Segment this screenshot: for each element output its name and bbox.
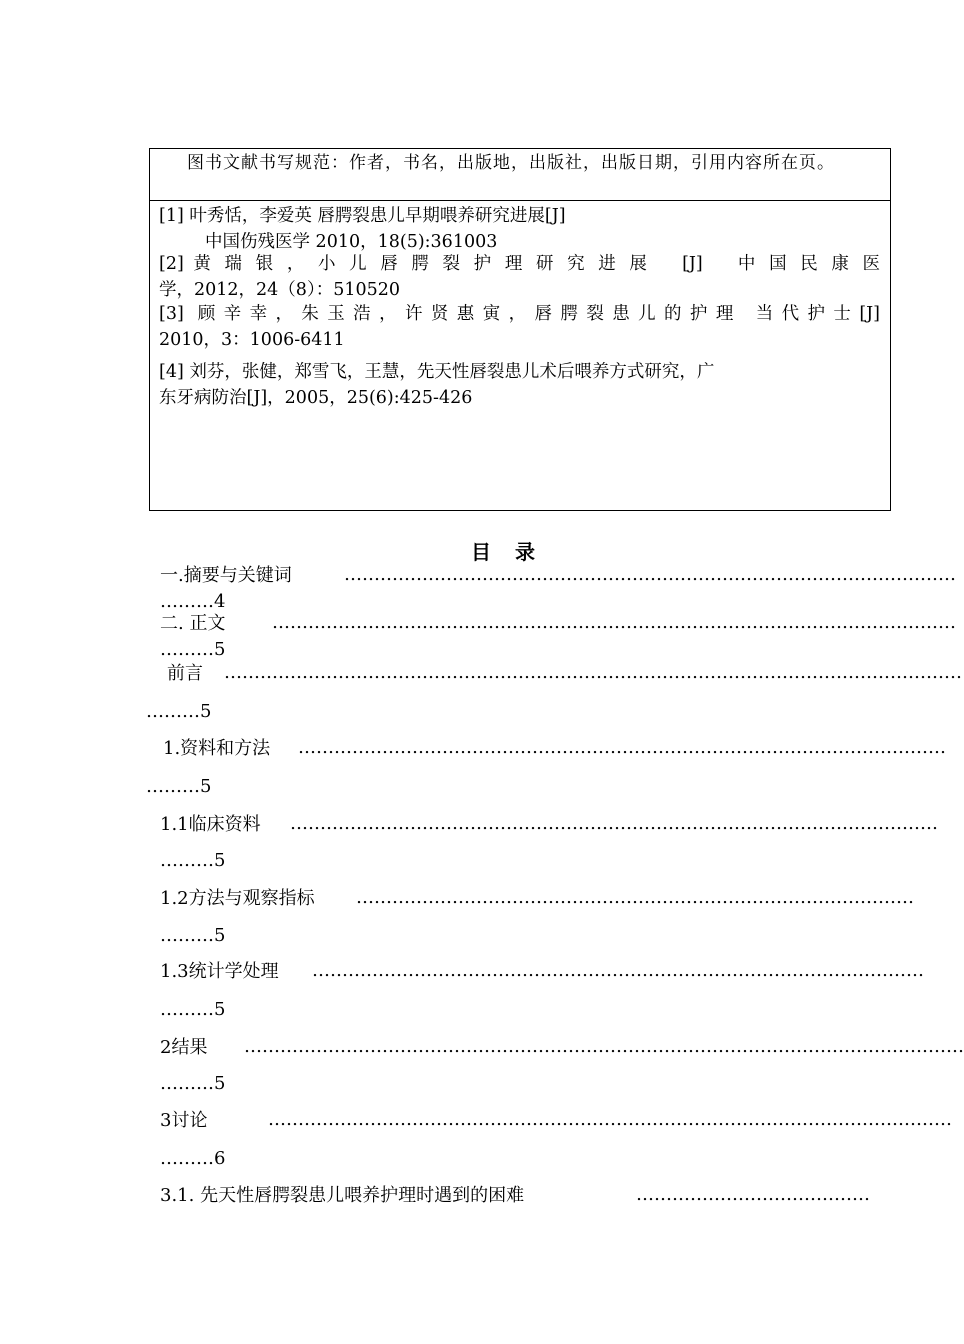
reference-item-2 xyxy=(159,251,880,303)
reference-item-4 xyxy=(159,359,880,411)
reference-item-3 xyxy=(159,301,880,353)
toc-entry-label[interactable]: 3讨论 xyxy=(160,1110,208,1131)
reference-line: 学，2012，24（8）：510520 xyxy=(159,280,400,300)
reference-line: [1] 叶秀恬，李爱英 唇腭裂患儿早期喂养研究进展[J] xyxy=(159,206,566,226)
toc-entry-page: ………5 xyxy=(160,925,226,946)
reference-box xyxy=(149,148,891,511)
toc-entry-page: ………5 xyxy=(160,850,226,871)
toc-entry-page: ………4 xyxy=(160,591,226,612)
toc-entry-page: ………5 xyxy=(146,776,212,797)
toc-entry-label[interactable]: 1.资料和方法 xyxy=(163,738,271,759)
reference-item-1 xyxy=(159,203,880,255)
toc-entry-page: ………5 xyxy=(160,1073,226,1094)
toc-leader-dots: ………………………………… xyxy=(636,1184,870,1205)
toc-leader-dots: ………………………………………………………………………………… xyxy=(356,887,914,908)
toc-title: 目 录 xyxy=(471,540,537,564)
toc-leader-dots: …………………………………………………………………………………………………… xyxy=(268,1109,952,1130)
toc-entry-page: ………5 xyxy=(146,701,212,722)
reference-line: 2010，3：1006-6411 xyxy=(159,330,345,350)
toc-entry-label[interactable]: 二. 正文 xyxy=(160,613,226,634)
toc-entry-label[interactable]: 3.1. 先天性唇腭裂患儿喂养护理时遇到的困难 xyxy=(160,1185,525,1206)
toc-entry-label[interactable]: 前言 xyxy=(167,663,203,684)
reference-line: [4] 刘芬，张健，郑雪飞，王慧，先天性唇裂患儿术后喂养方式研究，广 xyxy=(159,362,715,382)
toc-leader-dots: …………………………………………………………………………………………………… xyxy=(272,612,956,633)
toc-leader-dots: ………………………………………………………………………………………… xyxy=(312,960,924,981)
reference-line: [3] 顾辛幸，朱玉浩，许贤惠寅，唇腭裂患儿的护理 当代护士[J] xyxy=(159,304,880,324)
toc-entry-label[interactable]: 一.摘要与关键词 xyxy=(160,565,292,586)
reference-line: 东牙病防治[J]，2005，25(6):425-426 xyxy=(159,388,473,408)
toc-entry-label[interactable]: 1.1临床资料 xyxy=(160,814,261,835)
toc-entry-page: ………6 xyxy=(160,1148,226,1169)
reference-line: 中国伤残医学 2010，18(5):361003 xyxy=(205,232,498,252)
citation-format-note: 图书文献书写规范：作者，书名，出版地，出版社，出版日期，引用内容所在页。 xyxy=(150,149,890,201)
toc-leader-dots: ……………………………………………………………………………………………… xyxy=(298,737,946,758)
toc-leader-dots: ………………………………………………………………………………………………………… xyxy=(244,1036,964,1057)
toc-leader-dots: ………………………………………………………………………………………… xyxy=(344,564,956,585)
toc-entry-label[interactable]: 1.3统计学处理 xyxy=(160,961,279,982)
toc-entry-page: ………5 xyxy=(160,639,226,660)
toc-entry-label[interactable]: 1.2方法与观察指标 xyxy=(160,888,315,909)
toc-entry-page: ………5 xyxy=(160,999,226,1020)
toc-leader-dots: ……………………………………………………………………………………………… xyxy=(290,813,938,834)
toc-entry-label[interactable]: 2结果 xyxy=(160,1037,208,1058)
reference-line: [2] 黄 瑞 银 ， 小 儿 唇 腭 裂 护 理 研 究 进 展 [J] 中 国 民 康 医 xyxy=(159,254,880,274)
toc-leader-dots: …………………………………………………………………………………………………………… xyxy=(224,662,962,683)
